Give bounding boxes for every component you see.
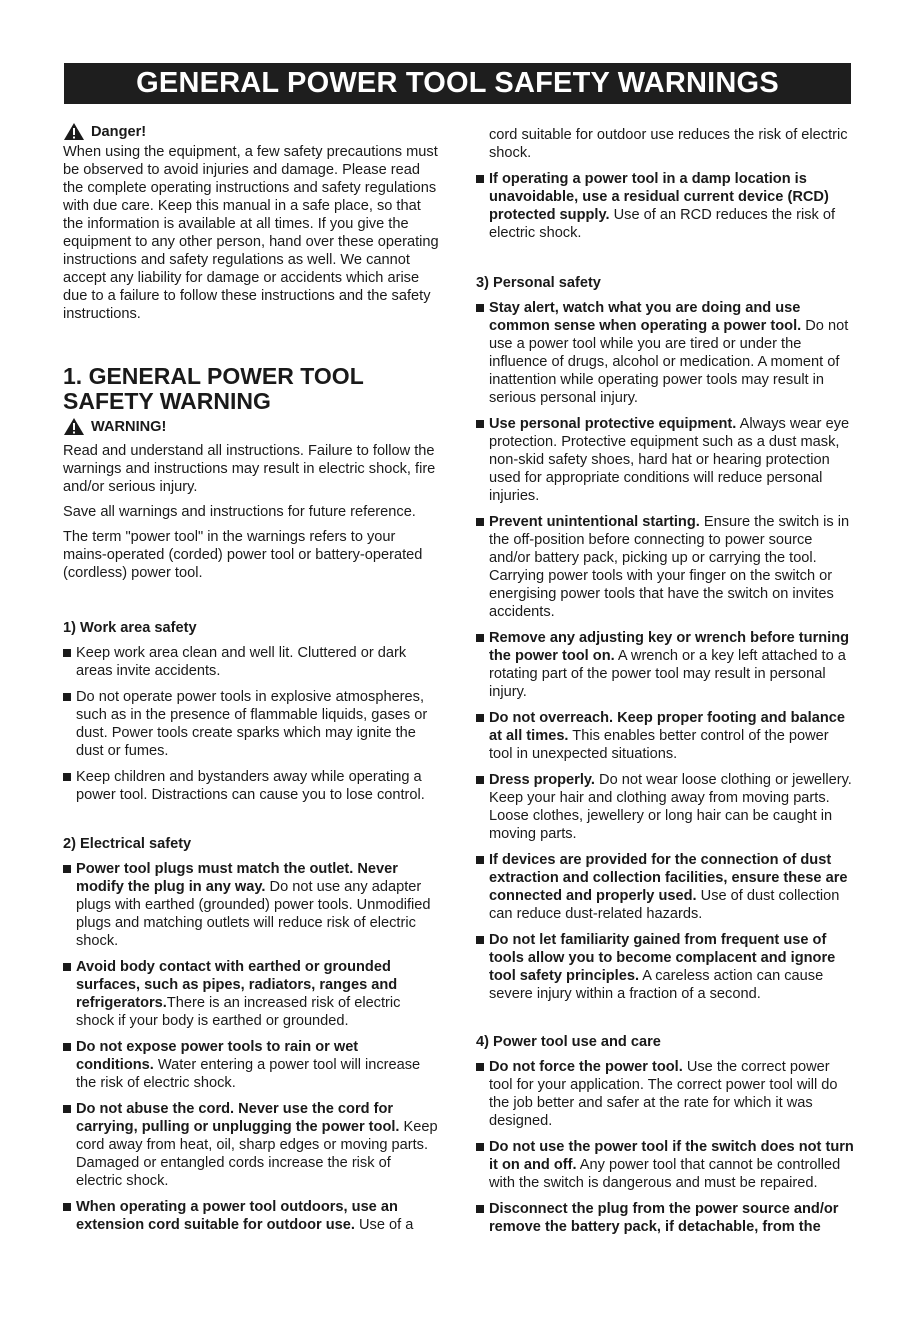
list-item: Remove any adjusting key or wrench before turning the power tool on. A wrench or a key left attached to a rotating part of the power tool may result in personal injury.	[476, 629, 854, 701]
section-title-line1: 1. GENERAL POWER TOOL	[63, 363, 364, 389]
electrical-list	[63, 860, 440, 1234]
list-item: Do not use the power tool if the switch does not turn it on and off. Any power tool that cannot be controlled with the switch is dangerous and must be repaired.	[476, 1138, 854, 1192]
section-title-line2: SAFETY WARNING	[63, 388, 271, 414]
list-item: Prevent unintentional starting. Ensure the switch is in the off-position before connecting to power source and/or battery pack, picking up or carrying the tool. Carrying power tools with your finger on the switch or energising power tools that have the switch on invites accidents.	[476, 513, 854, 621]
bullet-square-icon	[476, 776, 484, 784]
term-paragraph: The term "power tool" in the warnings refers to your mains-operated (corded) power tool or battery-operated (cordless) power tool.	[63, 529, 423, 581]
electrical-heading: 2) Electrical safety	[63, 836, 192, 852]
section-title	[63, 364, 440, 414]
bullet-square-icon	[476, 304, 484, 312]
bullet-square-icon	[476, 420, 484, 428]
bullet-square-icon	[63, 1203, 71, 1211]
left-column	[63, 122, 440, 1242]
continuation-text: cord suitable for outdoor use reduces the risk of electric shock.	[489, 127, 848, 161]
list-item: When operating a power tool outdoors, use an extension cord suitable for outdoor use. Use of a	[63, 1198, 440, 1234]
list-item: Avoid body contact with earthed or grounded surfaces, such as pipes, radiators, ranges and refrigerators.There is an increased risk of electric shock if your body is earthed or grounded.	[63, 958, 440, 1030]
list-item: Use personal protective equipment. Always wear eye protection. Protective equipment such as a dust mask, non-skid safety shoes, hard hat or hearing protection used for appropriate conditions will reduce personal injuries.	[476, 415, 854, 505]
bullet-square-icon	[63, 693, 71, 701]
right-column	[476, 126, 854, 1244]
instructions-paragraph: Read and understand all instructions. Failure to follow the warnings and instructions may result in electric shock, fire and/or serious injury.	[63, 443, 436, 495]
tool-use-heading: 4) Power tool use and care	[476, 1034, 661, 1050]
work-area-heading: 1) Work area safety	[63, 620, 197, 636]
work-area-list	[63, 644, 440, 804]
list-item: Dress properly. Do not wear loose clothing or jewellery. Keep your hair and clothing away from moving parts. Loose clothes, jewellery or long hair can be caught in moving parts.	[476, 771, 854, 843]
bullet-square-icon	[63, 1043, 71, 1051]
list-item: Keep children and bystanders away while operating a power tool. Distractions can cause you to lose control.	[63, 768, 440, 804]
warning-triangle-icon	[63, 122, 85, 141]
bullet-square-icon	[476, 634, 484, 642]
personal-heading: 3) Personal safety	[476, 275, 601, 291]
bullet-square-icon	[476, 175, 484, 183]
list-item: Do not expose power tools to rain or wet conditions. Water entering a power tool will increase the risk of electric shock.	[63, 1038, 440, 1092]
danger-heading	[63, 122, 440, 141]
bullet-square-icon	[63, 865, 71, 873]
bullet-square-icon	[476, 1143, 484, 1151]
bullet-square-icon	[476, 1205, 484, 1213]
bullet-square-icon	[63, 1105, 71, 1113]
page-banner	[64, 63, 851, 104]
bullet-square-icon	[63, 649, 71, 657]
personal-list	[476, 299, 854, 1003]
bullet-square-icon	[476, 1063, 484, 1071]
bullet-square-icon	[63, 773, 71, 781]
list-item: Do not overreach. Keep proper footing and balance at all times. This enables better control of the power tool in unexpected situations.	[476, 709, 854, 763]
warning-label: WARNING!	[91, 418, 167, 435]
list-item: Do not force the power tool. Use the correct power tool for your application. The correct power tool will do the job better and safer at the rate for which it was designed.	[476, 1058, 854, 1130]
bullet-square-icon	[476, 518, 484, 526]
list-item: Power tool plugs must match the outlet. Never modify the plug in any way. Do not use any adapter plugs with earthed (grounded) power tools. Unmodified plugs and matching outlets will reduce risk of electric shock.	[63, 860, 440, 950]
list-item: Disconnect the plug from the power source and/or remove the battery pack, if detachable, from the	[476, 1200, 854, 1236]
list-item: If devices are provided for the connection of dust extraction and collection facilities, ensure these are connected and properly used. Use of dust collection can reduce dust-related hazards.	[476, 851, 854, 923]
intro-paragraph: When using the equipment, a few safety precautions must be observed to avoid injuries and damage. Please read the complete operating instructions and safety regulations with due care. Keep this manual in a safe place, so that the information is available at all times. If you give the equipment to any other person, hand over these operating instructions and safety regulations as well. We cannot accept any liability for damage or accidents which arise due to a failure to follow these instructions and the safety instructions.	[63, 144, 439, 322]
list-item: Do not abuse the cord. Never use the cord for carrying, pulling or unplugging the power tool. Keep cord away from heat, oil, sharp edges or moving parts. Damaged or entangled cords increase the risk of electric shock.	[63, 1100, 440, 1190]
list-item: Stay alert, watch what you are doing and use common sense when operating a power tool. Do not use a power tool while you are tired or under the influence of drugs, alcohol or medication. A moment of inattention while operating power tools may result in serious personal injury.	[476, 299, 854, 407]
tool-use-list	[476, 1058, 854, 1236]
banner-title: GENERAL POWER TOOL SAFETY WARNINGS	[136, 67, 779, 99]
warning-heading	[63, 417, 440, 436]
bullet-square-icon	[476, 714, 484, 722]
bullet-square-icon	[63, 963, 71, 971]
bullet-square-icon	[476, 856, 484, 864]
danger-label: Danger!	[91, 123, 147, 140]
list-item: If operating a power tool in a damp location is unavoidable, use a residual current device (RCD) protected supply. Use of an RCD reduces the risk of electric shock.	[476, 170, 854, 242]
electrical-continued-list	[476, 170, 854, 242]
list-item: Do not operate power tools in explosive atmospheres, such as in the presence of flammable liquids, gases or dust. Power tools create sparks which may ignite the dust or fumes.	[63, 688, 440, 760]
list-item: Keep work area clean and well lit. Cluttered or dark areas invite accidents.	[63, 644, 440, 680]
save-paragraph: Save all warnings and instructions for future reference.	[63, 504, 416, 520]
warning-triangle-icon	[63, 417, 85, 436]
bullet-square-icon	[476, 936, 484, 944]
list-item: Do not let familiarity gained from frequent use of tools allow you to become complacent and ignore tool safety principles. A careless action can cause severe injury within a fraction of a second.	[476, 931, 854, 1003]
